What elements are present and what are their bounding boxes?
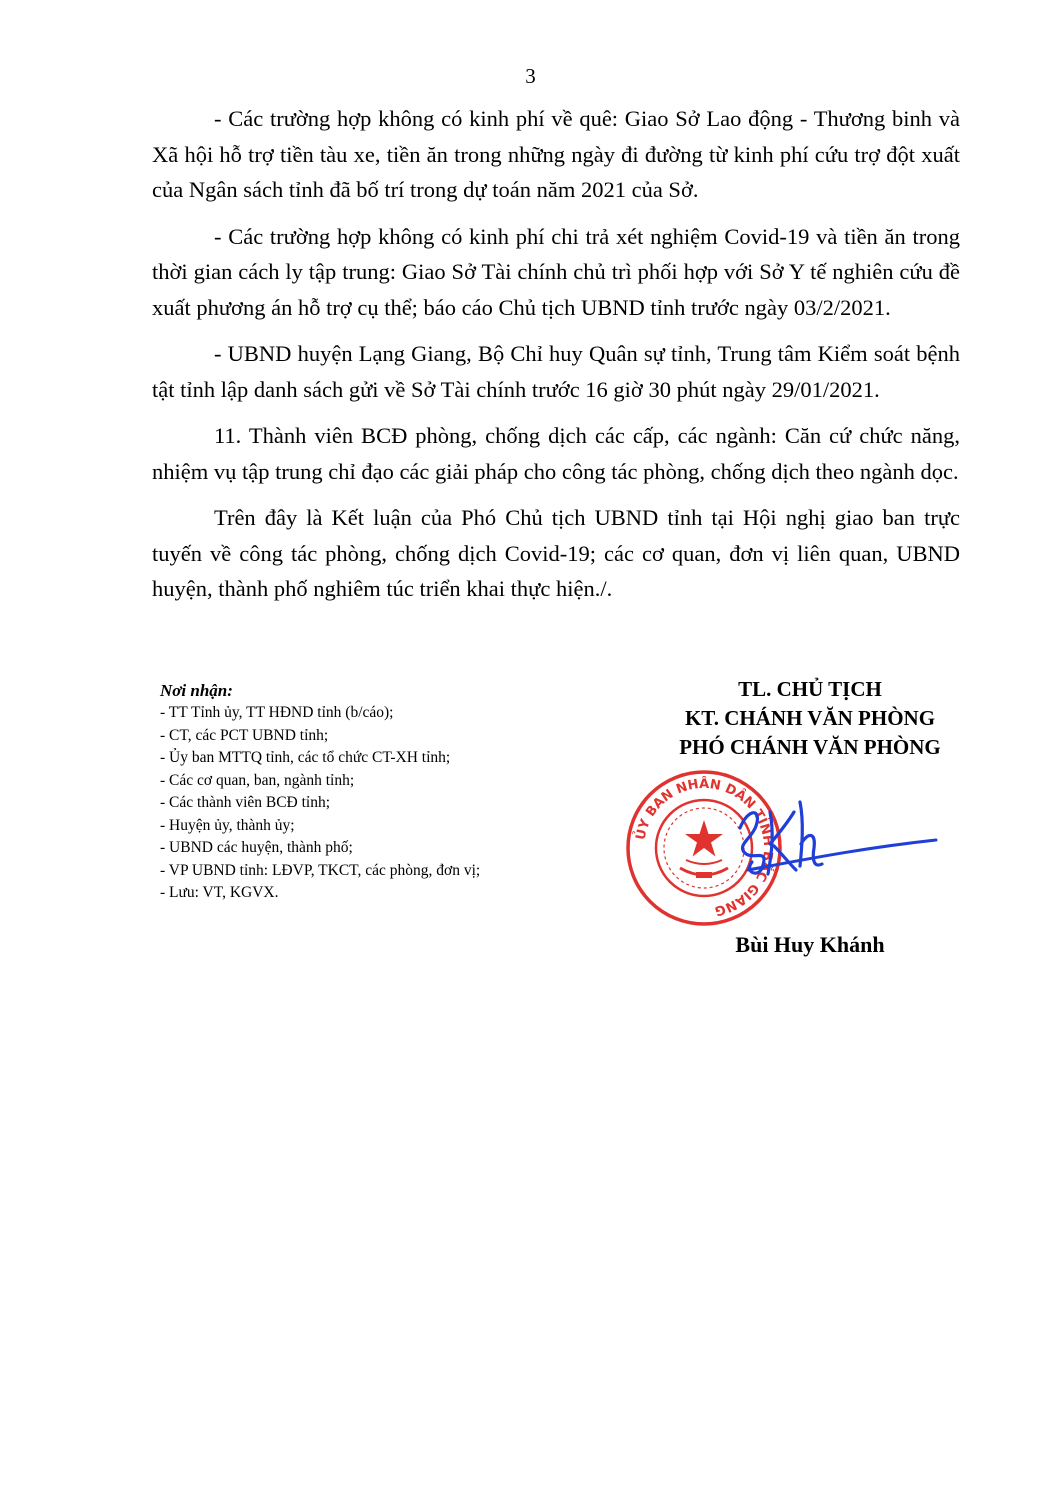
recipient-item: - TT Tỉnh ủy, TT HĐND tỉnh (b/cáo);: [160, 704, 394, 721]
recipient-item: - Huyện ủy, thành ủy;: [160, 816, 295, 834]
paragraph-conclusion: Trên đây là Kết luận của Phó Chủ tịch UBND tỉnh tại Hội nghị giao ban trực tuyến về công tác phòng, chống dịch Covid-19; các cơ quan, đơn vị liên quan, UBND huyện, thành phố nghiêm túc triển khai thực hiện./.: [152, 505, 960, 601]
signature-title-1: TL. CHỦ TỊCH: [738, 677, 882, 701]
signer-name: Bùi Huy Khánh: [735, 932, 885, 957]
recipient-item: - Các cơ quan, ban, ngành tỉnh;: [160, 771, 355, 789]
document-body: [152, 101, 960, 618]
paragraph-item-11: 11. Thành viên BCĐ phòng, chống dịch các cấp, các ngành: Căn cứ chức năng, nhiệm vụ tập trung chỉ đạo các giải pháp cho công tác phòng, chống dịch theo ngành dọc.: [152, 423, 960, 484]
signature-title-2: KT. CHÁNH VĂN PHÒNG: [684, 706, 936, 730]
recipient-item: - Các thành viên BCĐ tỉnh;: [160, 794, 331, 811]
seal-text: ỦY BAN NHÂN DÂN TỈNH BẮC GIANG: [633, 776, 776, 919]
recipient-item: - UBND các huyện, thành phố;: [160, 839, 353, 856]
recipients-block: [160, 680, 610, 905]
recipient-item: - CT, các PCT UBND tỉnh;: [160, 726, 329, 744]
page-number: 3: [525, 64, 536, 88]
recipient-item: - Ủy ban MTTQ tỉnh, các tổ chức CT-XH tỉnh;: [160, 749, 451, 766]
seal-star-icon: [685, 820, 723, 857]
seal-and-signature: [610, 762, 1010, 930]
handwritten-signature-icon: [722, 782, 944, 892]
paragraph-list-submission: - UBND huyện Lạng Giang, Bộ Chỉ huy Quân sự tỉnh, Trung tâm Kiểm soát bệnh tật tỉnh lập danh sách gửi về Sở Tài chính trước 16 giờ 30 phút ngày 29/01/2021.: [152, 341, 960, 402]
recipients-title: Nơi nhận:: [160, 681, 233, 700]
paragraph-travel-support: - Các trường hợp không có kinh phí về quê: Giao Sở Lao động - Thương binh và Xã hội hỗ trợ tiền tàu xe, tiền ăn trong những ngày đi đường từ kinh phí cứu trợ đột xuất của Ngân sách tỉnh đã bố trí trong dự toán năm 2021 của Sở.: [152, 106, 960, 202]
signature-title-3: PHÓ CHÁNH VĂN PHÒNG: [679, 735, 941, 759]
paragraph-testing-cost: - Các trường hợp không có kinh phí chi trả xét nghiệm Covid-19 và tiền ăn trong thời gian cách ly tập trung: Giao Sở Tài chính chủ trì phối hợp với Sở Y tế nghiên cứu đề xuất phương án hỗ trợ cụ thể; báo cáo Chủ tịch UBND tỉnh trước ngày 03/2/2021.: [152, 223, 960, 320]
signature-block: [610, 675, 1010, 960]
recipient-item: - VP UBND tỉnh: LĐVP, TKCT, các phòng, đơn vị;: [160, 861, 481, 879]
recipient-item: - Lưu: VT, KGVX.: [160, 884, 279, 901]
recipients-list: [160, 702, 610, 905]
